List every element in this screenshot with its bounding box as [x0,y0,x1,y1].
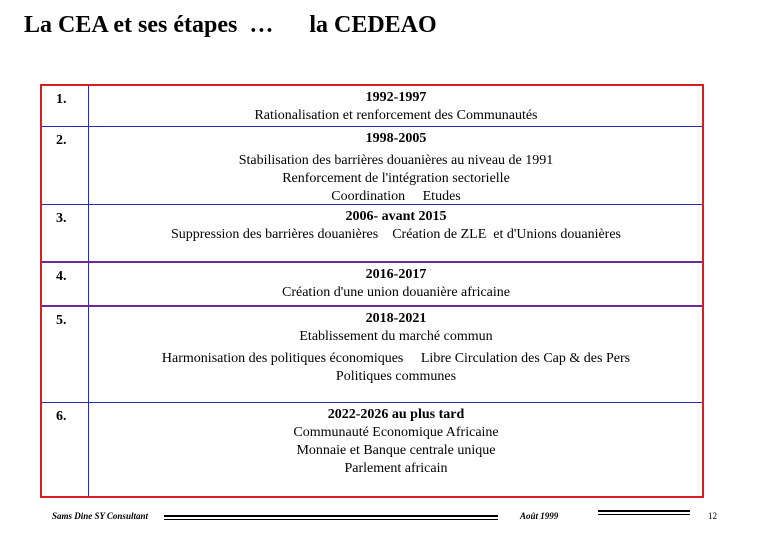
row-line: Suppression des barrières douanières Création de ZLE et d'Unions douanières [170,227,621,242]
row-line: Harmonisation des politiques économiques Libre Circulation des Cap & des Pers [161,351,631,366]
row-period: 1992-1997 [365,90,427,105]
footer-rule [164,519,498,520]
row-period: 1998-2005 [365,131,427,146]
footer-rule [164,515,498,517]
row-number: 6. [56,409,67,424]
row-line: Parlement africain [344,461,448,476]
table-row [42,403,702,496]
row-line: Monnaie et Banque centrale unique [296,443,496,458]
row-number: 3. [56,211,67,226]
row-line: Coordination Etudes [331,189,461,204]
footer-author: Sams Dine SY Consultant [52,511,148,521]
row-number: 1. [56,92,67,107]
footer-rule [598,510,690,512]
footer-rule [598,514,690,515]
table-row [42,205,702,261]
row-line: Communauté Economique Africaine [293,425,499,440]
footer-date: Août 1999 [520,511,559,521]
row-line: Création d'une union douanière africaine [282,285,510,300]
row-period: 2006- avant 2015 [345,209,447,224]
row-period: 2022-2026 au plus tard [327,407,465,422]
row-line: Renforcement de l'intégration sectorielle [282,171,510,186]
page-title: La CEA et ses étapes … la CEDEAO [24,12,437,38]
table-row [42,127,702,204]
row-number: 4. [56,269,67,284]
row-line: Politiques communes [335,369,457,384]
page-number: 12 [708,511,717,521]
table-row [42,307,702,402]
table-row [42,86,702,126]
table-row [42,263,702,305]
row-number: 5. [56,313,67,328]
row-line: Stabilisation des barrières douanières au niveau de 1991 [238,153,554,168]
row-line: Rationalisation et renforcement des Communautés [254,108,538,123]
row-number: 2. [56,133,67,148]
row-period: 2018-2021 [365,311,427,326]
row-line: Etablissement du marché commun [299,329,493,344]
row-period: 2016-2017 [365,267,427,282]
